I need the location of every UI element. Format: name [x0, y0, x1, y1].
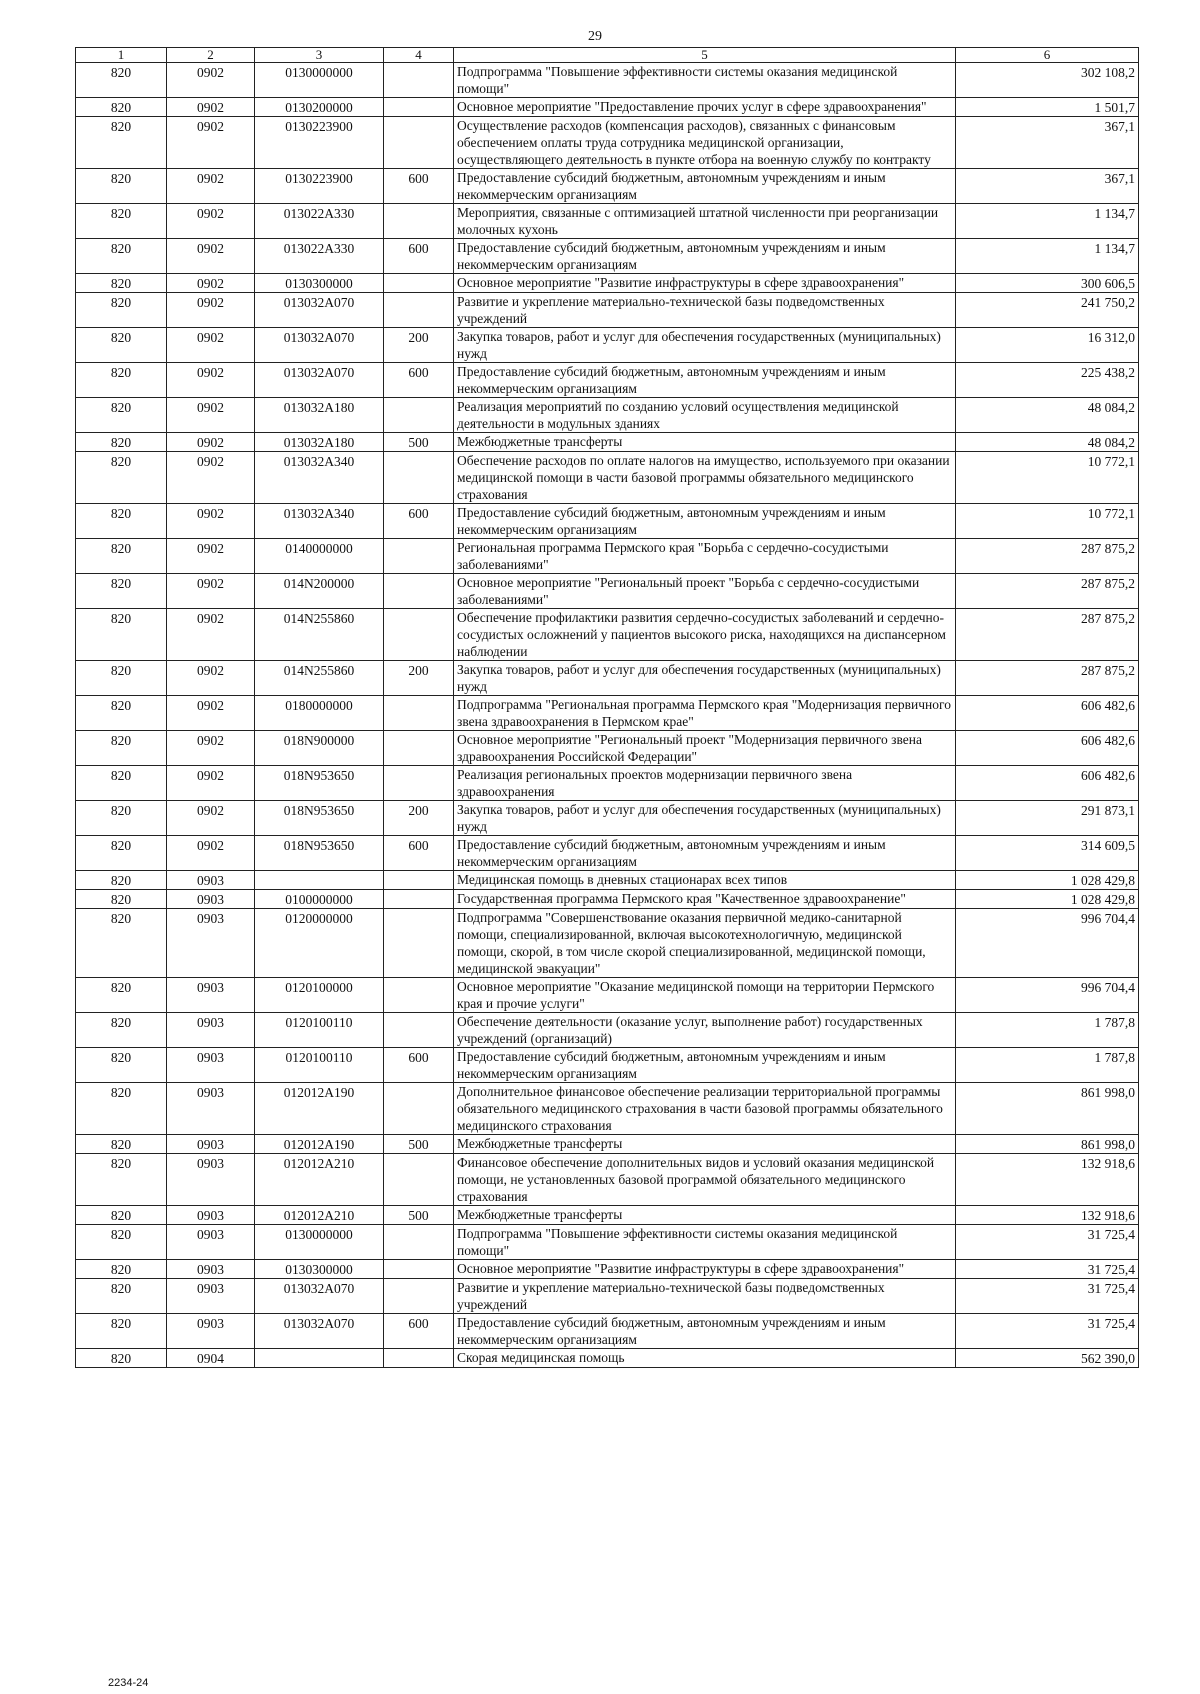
target-article-code-cell: 013022А330 — [255, 204, 384, 239]
amount-cell: 1 134,7 — [956, 204, 1139, 239]
target-article-code-cell: 0130300000 — [255, 274, 384, 293]
target-article-code-cell — [255, 1349, 384, 1368]
ministry-code-cell: 820 — [76, 1225, 167, 1260]
target-article-code-cell: 0120100110 — [255, 1048, 384, 1083]
section-code-cell: 0903 — [167, 1260, 255, 1279]
target-article-code-cell: 014N200000 — [255, 574, 384, 609]
item-description-cell: Реализация мероприятий по созданию условий осуществления медицинской деятельности в модульных зданиях — [454, 398, 956, 433]
item-description-cell: Развитие и укрепление материально-технической базы подведомственных учреждений — [454, 293, 956, 328]
section-code-cell: 0902 — [167, 169, 255, 204]
section-code-cell: 0903 — [167, 1206, 255, 1225]
item-description-cell: Региональная программа Пермского края "Борьба с сердечно-сосудистыми заболеваниями" — [454, 539, 956, 574]
table-row — [76, 204, 1139, 239]
amount-cell: 1 134,7 — [956, 239, 1139, 274]
expense-type-code-cell: 500 — [384, 1206, 454, 1225]
table-row — [76, 661, 1139, 696]
target-article-code-cell: 013032А070 — [255, 293, 384, 328]
target-article-code-cell: 0130223900 — [255, 169, 384, 204]
table-row — [76, 1225, 1139, 1260]
expense-type-code-cell — [384, 890, 454, 909]
section-code-cell: 0902 — [167, 539, 255, 574]
item-description-cell: Обеспечение профилактики развития сердечно-сосудистых заболеваний и сердечно-сосудистых осложнений у пациентов высокого риска, находящихся на диспансерном наблюдении — [454, 609, 956, 661]
expense-type-code-cell — [384, 609, 454, 661]
ministry-code-cell: 820 — [76, 293, 167, 328]
section-code-cell: 0902 — [167, 204, 255, 239]
expense-type-code-cell: 200 — [384, 661, 454, 696]
item-description-cell: Предоставление субсидий бюджетным, автономным учреждениям и иным некоммерческим организациям — [454, 239, 956, 274]
amount-cell: 132 918,6 — [956, 1206, 1139, 1225]
table-row — [76, 1013, 1139, 1048]
target-article-code-cell: 013032А340 — [255, 504, 384, 539]
column-header: 2 — [167, 48, 255, 63]
section-code-cell: 0902 — [167, 661, 255, 696]
table-row — [76, 398, 1139, 433]
target-article-code-cell: 013032А070 — [255, 328, 384, 363]
ministry-code-cell: 820 — [76, 1013, 167, 1048]
table-row — [76, 328, 1139, 363]
table-row — [76, 1260, 1139, 1279]
item-description-cell: Основное мероприятие "Развитие инфраструктуры в сфере здравоохранения" — [454, 1260, 956, 1279]
expense-type-code-cell — [384, 293, 454, 328]
table-row — [76, 239, 1139, 274]
target-article-code-cell: 0180000000 — [255, 696, 384, 731]
expense-type-code-cell — [384, 63, 454, 98]
amount-cell: 31 725,4 — [956, 1260, 1139, 1279]
ministry-code-cell: 820 — [76, 609, 167, 661]
expense-type-code-cell: 600 — [384, 836, 454, 871]
item-description-cell: Предоставление субсидий бюджетным, автономным учреждениям и иным некоммерческим организациям — [454, 836, 956, 871]
table-row — [76, 1083, 1139, 1135]
amount-cell: 31 725,4 — [956, 1225, 1139, 1260]
ministry-code-cell: 820 — [76, 1154, 167, 1206]
item-description-cell: Осуществление расходов (компенсация расходов), связанных с финансовым обеспечением оплаты труда сотрудника медицинской организации, осуществляющего деятельность в пункте отбора на военную службу по контракту — [454, 117, 956, 169]
table-header-row — [76, 48, 1139, 63]
expense-type-code-cell — [384, 1154, 454, 1206]
expense-type-code-cell — [384, 539, 454, 574]
amount-cell: 861 998,0 — [956, 1083, 1139, 1135]
expense-type-code-cell: 600 — [384, 1314, 454, 1349]
section-code-cell: 0902 — [167, 63, 255, 98]
expense-type-code-cell: 600 — [384, 1048, 454, 1083]
table-row — [76, 871, 1139, 890]
amount-cell: 287 875,2 — [956, 609, 1139, 661]
expense-type-code-cell — [384, 978, 454, 1013]
amount-cell: 10 772,1 — [956, 452, 1139, 504]
table-row — [76, 1314, 1139, 1349]
table-row — [76, 433, 1139, 452]
target-article-code-cell: 0130000000 — [255, 63, 384, 98]
table-body — [76, 63, 1139, 1368]
ministry-code-cell: 820 — [76, 1048, 167, 1083]
item-description-cell: Предоставление субсидий бюджетным, автономным учреждениям и иным некоммерческим организациям — [454, 504, 956, 539]
section-code-cell: 0902 — [167, 452, 255, 504]
expense-type-code-cell — [384, 98, 454, 117]
target-article-code-cell: 0140000000 — [255, 539, 384, 574]
amount-cell: 287 875,2 — [956, 661, 1139, 696]
table-row — [76, 836, 1139, 871]
amount-cell: 302 108,2 — [956, 63, 1139, 98]
target-article-code-cell: 0120100000 — [255, 978, 384, 1013]
section-code-cell: 0903 — [167, 871, 255, 890]
item-description-cell: Основное мероприятие "Региональный проект "Борьба с сердечно-сосудистыми заболеваниями" — [454, 574, 956, 609]
section-code-cell: 0902 — [167, 398, 255, 433]
expense-type-code-cell — [384, 1349, 454, 1368]
table-row — [76, 1206, 1139, 1225]
item-description-cell: Межбюджетные трансферты — [454, 1135, 956, 1154]
expense-type-code-cell: 200 — [384, 801, 454, 836]
ministry-code-cell: 820 — [76, 1279, 167, 1314]
ministry-code-cell: 820 — [76, 363, 167, 398]
ministry-code-cell: 820 — [76, 433, 167, 452]
table-row — [76, 890, 1139, 909]
target-article-code-cell: 012012А190 — [255, 1083, 384, 1135]
item-description-cell: Финансовое обеспечение дополнительных видов и условий оказания медицинской помощи, не установленных базовой программой обязательного медицинского страхования — [454, 1154, 956, 1206]
target-article-code-cell: 013032А340 — [255, 452, 384, 504]
ministry-code-cell: 820 — [76, 696, 167, 731]
item-description-cell: Предоставление субсидий бюджетным, автономным учреждениям и иным некоммерческим организациям — [454, 1048, 956, 1083]
amount-cell: 606 482,6 — [956, 731, 1139, 766]
amount-cell: 10 772,1 — [956, 504, 1139, 539]
item-description-cell: Основное мероприятие "Предоставление прочих услуг в сфере здравоохранения" — [454, 98, 956, 117]
amount-cell: 1 028 429,8 — [956, 871, 1139, 890]
ministry-code-cell: 820 — [76, 766, 167, 801]
item-description-cell: Межбюджетные трансферты — [454, 433, 956, 452]
table-row — [76, 504, 1139, 539]
table-row — [76, 1349, 1139, 1368]
amount-cell: 287 875,2 — [956, 539, 1139, 574]
item-description-cell: Подпрограмма "Повышение эффективности системы оказания медицинской помощи" — [454, 63, 956, 98]
ministry-code-cell: 820 — [76, 1206, 167, 1225]
amount-cell: 31 725,4 — [956, 1314, 1139, 1349]
section-code-cell: 0902 — [167, 239, 255, 274]
section-code-cell: 0902 — [167, 836, 255, 871]
table-row — [76, 98, 1139, 117]
section-code-cell: 0902 — [167, 609, 255, 661]
column-header: 5 — [454, 48, 956, 63]
target-article-code-cell: 0130300000 — [255, 1260, 384, 1279]
expense-type-code-cell: 600 — [384, 169, 454, 204]
ministry-code-cell: 820 — [76, 452, 167, 504]
table-row — [76, 274, 1139, 293]
ministry-code-cell: 820 — [76, 539, 167, 574]
table-row — [76, 909, 1139, 978]
ministry-code-cell: 820 — [76, 1083, 167, 1135]
ministry-code-cell: 820 — [76, 504, 167, 539]
ministry-code-cell: 820 — [76, 1135, 167, 1154]
document-code: 2234-24 — [108, 1677, 149, 1689]
section-code-cell: 0903 — [167, 1154, 255, 1206]
expense-type-code-cell — [384, 871, 454, 890]
target-article-code-cell: 013032А070 — [255, 1279, 384, 1314]
table-row — [76, 801, 1139, 836]
item-description-cell: Государственная программа Пермского края "Качественное здравоохранение" — [454, 890, 956, 909]
expense-type-code-cell — [384, 574, 454, 609]
ministry-code-cell: 820 — [76, 909, 167, 978]
expense-type-code-cell — [384, 1083, 454, 1135]
section-code-cell: 0902 — [167, 696, 255, 731]
table-row — [76, 766, 1139, 801]
expense-type-code-cell — [384, 1260, 454, 1279]
table-row — [76, 696, 1139, 731]
table-row — [76, 452, 1139, 504]
ministry-code-cell: 820 — [76, 1314, 167, 1349]
table-row — [76, 169, 1139, 204]
section-code-cell: 0903 — [167, 1225, 255, 1260]
expense-type-code-cell — [384, 117, 454, 169]
item-description-cell: Предоставление субсидий бюджетным, автономным учреждениям и иным некоммерческим организациям — [454, 1314, 956, 1349]
item-description-cell: Скорая медицинская помощь — [454, 1349, 956, 1368]
section-code-cell: 0903 — [167, 890, 255, 909]
expense-type-code-cell: 600 — [384, 363, 454, 398]
expense-type-code-cell — [384, 204, 454, 239]
table-row — [76, 978, 1139, 1013]
amount-cell: 132 918,6 — [956, 1154, 1139, 1206]
section-code-cell: 0902 — [167, 328, 255, 363]
target-article-code-cell: 013032А070 — [255, 1314, 384, 1349]
table-row — [76, 539, 1139, 574]
ministry-code-cell: 820 — [76, 801, 167, 836]
table-row — [76, 293, 1139, 328]
expense-type-code-cell — [384, 731, 454, 766]
item-description-cell: Обеспечение деятельности (оказание услуг, выполнение работ) государственных учреждений (организаций) — [454, 1013, 956, 1048]
expense-type-code-cell — [384, 274, 454, 293]
target-article-code-cell — [255, 871, 384, 890]
section-code-cell: 0904 — [167, 1349, 255, 1368]
section-code-cell: 0902 — [167, 274, 255, 293]
section-code-cell: 0902 — [167, 363, 255, 398]
section-code-cell: 0902 — [167, 504, 255, 539]
target-article-code-cell: 014N255860 — [255, 609, 384, 661]
item-description-cell: Основное мероприятие "Региональный проект "Модернизация первичного звена здравоохранения Российской Федерации" — [454, 731, 956, 766]
item-description-cell: Межбюджетные трансферты — [454, 1206, 956, 1225]
target-article-code-cell: 012012А210 — [255, 1206, 384, 1225]
section-code-cell: 0902 — [167, 574, 255, 609]
section-code-cell: 0902 — [167, 801, 255, 836]
target-article-code-cell: 012012А190 — [255, 1135, 384, 1154]
section-code-cell: 0903 — [167, 978, 255, 1013]
target-article-code-cell: 014N255860 — [255, 661, 384, 696]
ministry-code-cell: 820 — [76, 117, 167, 169]
ministry-code-cell: 820 — [76, 328, 167, 363]
expense-type-code-cell: 600 — [384, 239, 454, 274]
table-row — [76, 63, 1139, 98]
item-description-cell: Подпрограмма "Региональная программа Пермского края "Модернизация первичного звена здравоохранения в Пермском крае" — [454, 696, 956, 731]
section-code-cell: 0902 — [167, 731, 255, 766]
target-article-code-cell: 013032А180 — [255, 398, 384, 433]
target-article-code-cell: 0120000000 — [255, 909, 384, 978]
column-header: 1 — [76, 48, 167, 63]
item-description-cell: Подпрограмма "Совершенствование оказания первичной медико-санитарной помощи, специализированной, включая высокотехнологичную, медицинской помощи, скорой, в том числе скорой специализированной, медицинской помощи, медицинской эвакуации" — [454, 909, 956, 978]
amount-cell: 16 312,0 — [956, 328, 1139, 363]
target-article-code-cell: 018N953650 — [255, 766, 384, 801]
amount-cell: 367,1 — [956, 117, 1139, 169]
amount-cell: 225 438,2 — [956, 363, 1139, 398]
amount-cell: 1 028 429,8 — [956, 890, 1139, 909]
amount-cell: 606 482,6 — [956, 766, 1139, 801]
ministry-code-cell: 820 — [76, 574, 167, 609]
expense-type-code-cell — [384, 1013, 454, 1048]
section-code-cell: 0902 — [167, 293, 255, 328]
table-row — [76, 1135, 1139, 1154]
amount-cell: 1 787,8 — [956, 1013, 1139, 1048]
amount-cell: 562 390,0 — [956, 1349, 1139, 1368]
ministry-code-cell: 820 — [76, 1260, 167, 1279]
table-row — [76, 609, 1139, 661]
expense-type-code-cell: 500 — [384, 433, 454, 452]
table-row — [76, 117, 1139, 169]
column-header: 3 — [255, 48, 384, 63]
ministry-code-cell: 820 — [76, 836, 167, 871]
table-row — [76, 363, 1139, 398]
section-code-cell: 0902 — [167, 98, 255, 117]
item-description-cell: Закупка товаров, работ и услуг для обеспечения государственных (муниципальных) нужд — [454, 661, 956, 696]
ministry-code-cell: 820 — [76, 890, 167, 909]
section-code-cell: 0903 — [167, 1013, 255, 1048]
target-article-code-cell: 012012А210 — [255, 1154, 384, 1206]
item-description-cell: Предоставление субсидий бюджетным, автономным учреждениям и иным некоммерческим организациям — [454, 169, 956, 204]
target-article-code-cell: 013022А330 — [255, 239, 384, 274]
amount-cell: 996 704,4 — [956, 909, 1139, 978]
amount-cell: 861 998,0 — [956, 1135, 1139, 1154]
section-code-cell: 0903 — [167, 909, 255, 978]
target-article-code-cell: 018N900000 — [255, 731, 384, 766]
item-description-cell: Подпрограмма "Повышение эффективности системы оказания медицинской помощи" — [454, 1225, 956, 1260]
section-code-cell: 0902 — [167, 117, 255, 169]
item-description-cell: Закупка товаров, работ и услуг для обеспечения государственных (муниципальных) нужд — [454, 328, 956, 363]
amount-cell: 1 501,7 — [956, 98, 1139, 117]
expense-type-code-cell: 600 — [384, 504, 454, 539]
section-code-cell: 0903 — [167, 1083, 255, 1135]
section-code-cell: 0902 — [167, 766, 255, 801]
expense-type-code-cell — [384, 909, 454, 978]
item-description-cell: Реализация региональных проектов модернизации первичного звена здравоохранения — [454, 766, 956, 801]
column-header: 4 — [384, 48, 454, 63]
table-row — [76, 1154, 1139, 1206]
amount-cell: 606 482,6 — [956, 696, 1139, 731]
expense-type-code-cell — [384, 398, 454, 433]
target-article-code-cell: 0100000000 — [255, 890, 384, 909]
amount-cell: 314 609,5 — [956, 836, 1139, 871]
section-code-cell: 0903 — [167, 1279, 255, 1314]
table-row — [76, 1048, 1139, 1083]
target-article-code-cell: 018N953650 — [255, 801, 384, 836]
item-description-cell: Дополнительное финансовое обеспечение реализации территориальной программы обязательного медицинского страхования в части базовой программы обязательного медицинского страхования — [454, 1083, 956, 1135]
item-description-cell: Закупка товаров, работ и услуг для обеспечения государственных (муниципальных) нужд — [454, 801, 956, 836]
table-row — [76, 574, 1139, 609]
section-code-cell: 0902 — [167, 433, 255, 452]
ministry-code-cell: 820 — [76, 63, 167, 98]
target-article-code-cell: 0120100110 — [255, 1013, 384, 1048]
target-article-code-cell: 0130200000 — [255, 98, 384, 117]
ministry-code-cell: 820 — [76, 1349, 167, 1368]
expense-type-code-cell — [384, 1225, 454, 1260]
section-code-cell: 0903 — [167, 1048, 255, 1083]
item-description-cell: Основное мероприятие "Оказание медицинской помощи на территории Пермского края и прочие услуги" — [454, 978, 956, 1013]
ministry-code-cell: 820 — [76, 169, 167, 204]
expense-type-code-cell — [384, 452, 454, 504]
amount-cell: 1 787,8 — [956, 1048, 1139, 1083]
ministry-code-cell: 820 — [76, 239, 167, 274]
expense-type-code-cell: 500 — [384, 1135, 454, 1154]
ministry-code-cell: 820 — [76, 204, 167, 239]
column-header: 6 — [956, 48, 1139, 63]
expense-type-code-cell — [384, 1279, 454, 1314]
item-description-cell: Обеспечение расходов по оплате налогов на имущество, используемого при оказании медицинской помощи в части базовой программы обязательного медицинского страхования — [454, 452, 956, 504]
ministry-code-cell: 820 — [76, 398, 167, 433]
item-description-cell: Развитие и укрепление материально-технической базы подведомственных учреждений — [454, 1279, 956, 1314]
ministry-code-cell: 820 — [76, 274, 167, 293]
amount-cell: 367,1 — [956, 169, 1139, 204]
item-description-cell: Основное мероприятие "Развитие инфраструктуры в сфере здравоохранения" — [454, 274, 956, 293]
amount-cell: 31 725,4 — [956, 1279, 1139, 1314]
amount-cell: 300 606,5 — [956, 274, 1139, 293]
item-description-cell: Предоставление субсидий бюджетным, автономным учреждениям и иным некоммерческим организациям — [454, 363, 956, 398]
budget-table — [75, 47, 1139, 1368]
table-row — [76, 1279, 1139, 1314]
expense-type-code-cell — [384, 766, 454, 801]
expense-type-code-cell: 200 — [384, 328, 454, 363]
target-article-code-cell: 0130000000 — [255, 1225, 384, 1260]
target-article-code-cell: 013032А180 — [255, 433, 384, 452]
ministry-code-cell: 820 — [76, 661, 167, 696]
section-code-cell: 0903 — [167, 1135, 255, 1154]
section-code-cell: 0903 — [167, 1314, 255, 1349]
ministry-code-cell: 820 — [76, 731, 167, 766]
target-article-code-cell: 018N953650 — [255, 836, 384, 871]
amount-cell: 287 875,2 — [956, 574, 1139, 609]
expense-type-code-cell — [384, 696, 454, 731]
ministry-code-cell: 820 — [76, 98, 167, 117]
ministry-code-cell: 820 — [76, 871, 167, 890]
amount-cell: 241 750,2 — [956, 293, 1139, 328]
table-row — [76, 731, 1139, 766]
amount-cell: 48 084,2 — [956, 398, 1139, 433]
ministry-code-cell: 820 — [76, 978, 167, 1013]
amount-cell: 48 084,2 — [956, 433, 1139, 452]
page-number: 29 — [588, 29, 602, 44]
item-description-cell: Медицинская помощь в дневных стационарах всех типов — [454, 871, 956, 890]
amount-cell: 291 873,1 — [956, 801, 1139, 836]
target-article-code-cell: 013032А070 — [255, 363, 384, 398]
target-article-code-cell: 0130223900 — [255, 117, 384, 169]
amount-cell: 996 704,4 — [956, 978, 1139, 1013]
item-description-cell: Мероприятия, связанные с оптимизацией штатной численности при реорганизации молочных кухонь — [454, 204, 956, 239]
